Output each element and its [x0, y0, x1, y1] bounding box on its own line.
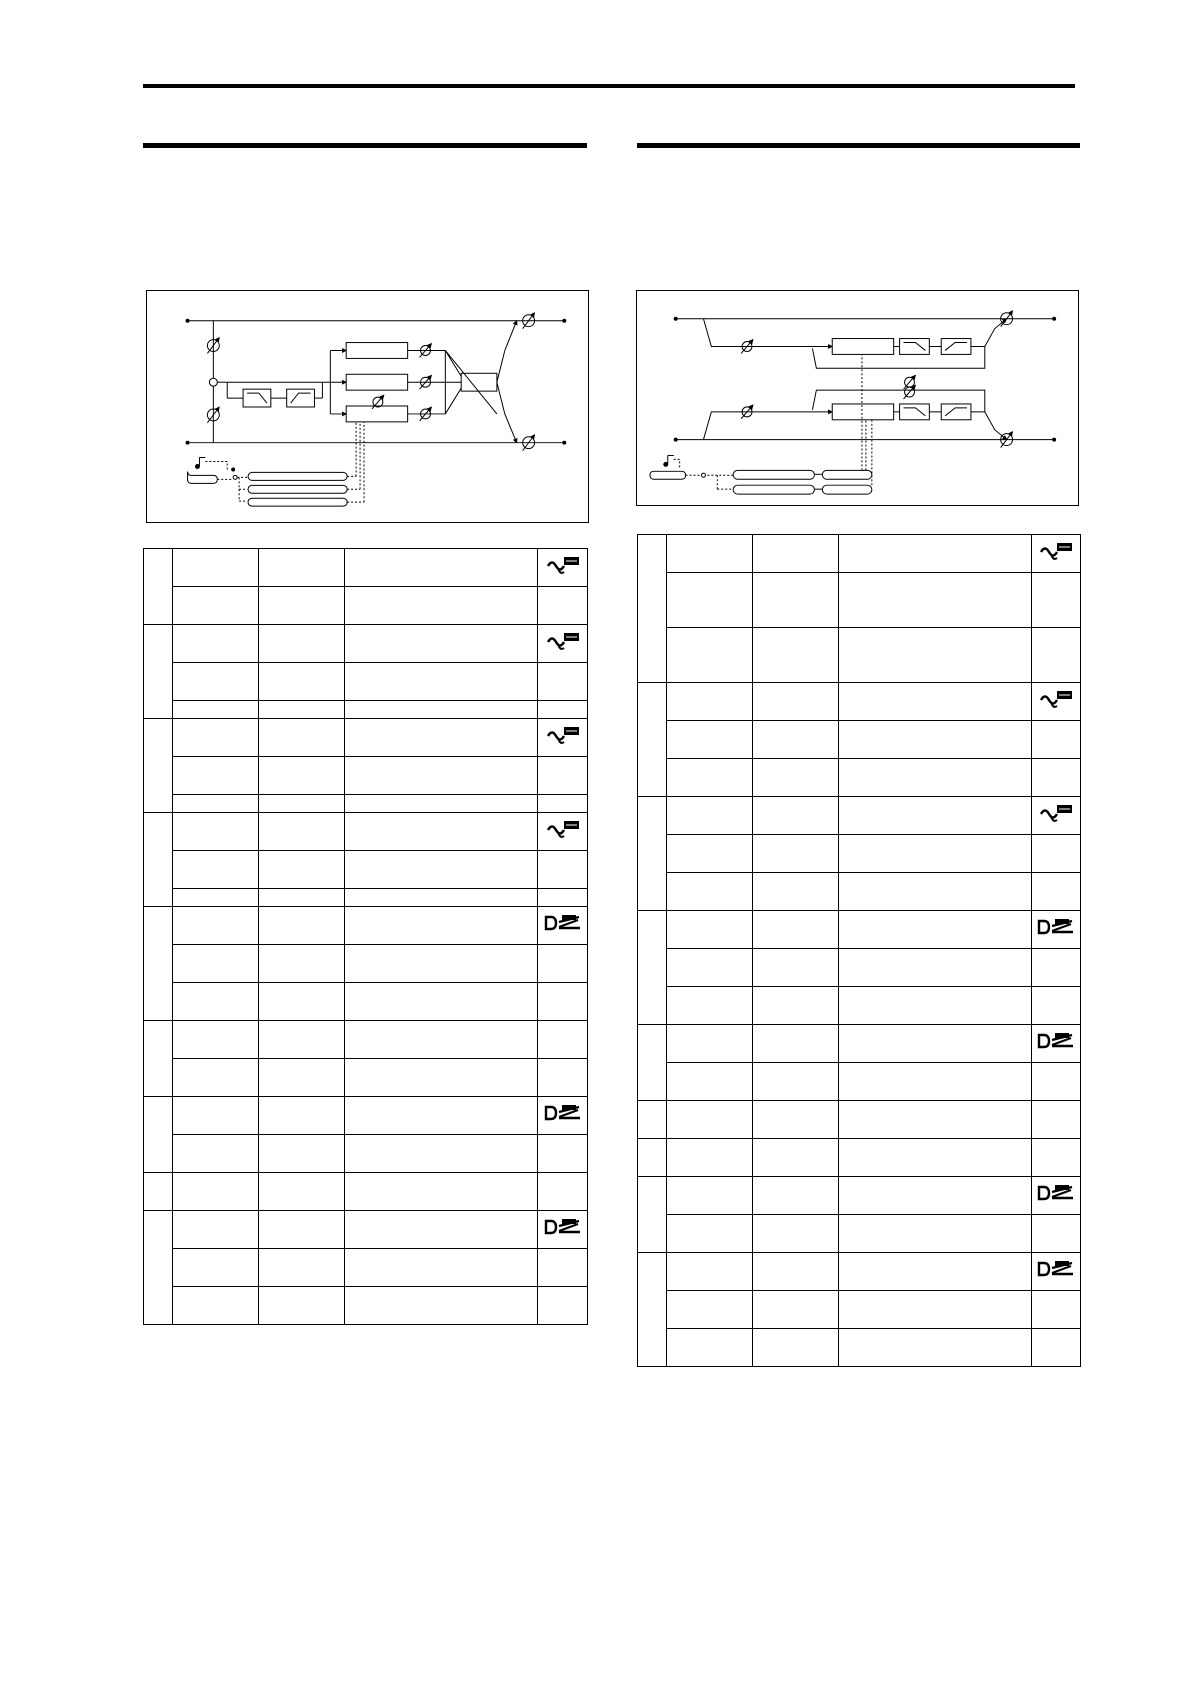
param-description-cell [839, 628, 1032, 683]
param-name-cell [667, 573, 753, 628]
param-range-cell [259, 983, 345, 1021]
delay-box-l [832, 339, 893, 355]
param-name-cell [667, 987, 753, 1025]
tempo-sync-icon [1039, 541, 1073, 563]
param-name-cell [667, 873, 753, 911]
param-description-cell [345, 795, 538, 813]
param-description-cell [345, 851, 538, 889]
table-row [144, 719, 588, 757]
param-icon-cell [1032, 1063, 1081, 1101]
param-icon-cell [538, 813, 588, 851]
dmod-icon [544, 1103, 582, 1123]
param-range-cell [259, 1287, 345, 1325]
param-name-cell [173, 701, 259, 719]
param-icon-cell [1032, 1291, 1081, 1329]
param-icon-cell [1032, 797, 1081, 835]
param-name-cell [173, 851, 259, 889]
param-icon-cell [538, 889, 588, 907]
param-description-cell [345, 757, 538, 795]
param-icon-cell [1032, 1329, 1081, 1367]
right-group-cell-9 [638, 1253, 667, 1367]
left-group-cell-7 [144, 1097, 173, 1173]
param-icon-cell [1032, 573, 1081, 628]
note-icon [199, 458, 205, 466]
param-name-cell [667, 1101, 753, 1139]
param-name-cell [667, 911, 753, 949]
param-description-cell [345, 625, 538, 663]
param-description-cell [345, 663, 538, 701]
left-group-cell-5 [144, 907, 173, 1021]
param-description-cell [345, 1135, 538, 1173]
param-range-cell [259, 813, 345, 851]
param-name-cell [667, 721, 753, 759]
param-icon-cell [538, 757, 588, 795]
table-row [144, 625, 588, 663]
table-row [638, 911, 1081, 949]
param-name-cell [667, 1063, 753, 1101]
param-icon-cell [538, 1211, 588, 1249]
delay-box-3 [346, 406, 407, 422]
dmod-icon [1037, 1183, 1075, 1203]
tempo-sync-icon [1039, 689, 1073, 711]
right-group-cell-4 [638, 911, 667, 1025]
param-name-cell [173, 1135, 259, 1173]
param-range-cell [259, 851, 345, 889]
tempo-sync-icon [546, 631, 580, 653]
param-icon-cell [538, 1249, 588, 1287]
table-row [144, 1097, 588, 1135]
table-row [638, 1291, 1081, 1329]
param-range-cell [259, 719, 345, 757]
param-icon-cell [538, 851, 588, 889]
table-row [144, 1287, 588, 1325]
param-range-cell [259, 945, 345, 983]
param-range-cell [259, 663, 345, 701]
param-name-cell [173, 1097, 259, 1135]
param-icon-cell [1032, 759, 1081, 797]
param-range-cell [259, 549, 345, 587]
param-description-cell [345, 587, 538, 625]
param-description-cell [839, 1291, 1032, 1329]
left-group-cell-1 [144, 549, 173, 625]
delay-box-1 [346, 343, 407, 359]
param-name-cell [173, 625, 259, 663]
param-icon-cell [538, 945, 588, 983]
param-icon-cell [538, 1287, 588, 1325]
param-description-cell [345, 1287, 538, 1325]
tempo-sync-icon [546, 555, 580, 577]
param-description-cell [839, 1063, 1032, 1101]
param-name-cell [173, 1021, 259, 1059]
param-name-cell [667, 797, 753, 835]
param-name-cell [173, 983, 259, 1021]
param-name-cell [667, 1291, 753, 1329]
table-row [638, 1215, 1081, 1253]
lfo-pill-1 [248, 472, 347, 480]
param-range-cell [259, 1249, 345, 1287]
param-range-cell [259, 757, 345, 795]
param-icon-cell [538, 907, 588, 945]
dmod-icon [1037, 917, 1075, 937]
table-row [638, 1253, 1081, 1291]
right-parameter-table [637, 534, 1081, 1367]
right-block-diagram [636, 290, 1079, 506]
param-name-cell [173, 1249, 259, 1287]
param-name-cell [173, 1287, 259, 1325]
param-description-cell [345, 945, 538, 983]
param-range-cell [753, 1025, 839, 1063]
table-row [144, 983, 588, 1021]
right-table-body [638, 535, 1081, 1367]
param-name-cell [667, 1177, 753, 1215]
param-range-cell [259, 625, 345, 663]
table-row [144, 907, 588, 945]
left-group-cell-6 [144, 1021, 173, 1097]
left-group-cell-3 [144, 719, 173, 813]
table-row [638, 835, 1081, 873]
param-name-cell [173, 945, 259, 983]
param-name-cell [667, 683, 753, 721]
param-range-cell [259, 1211, 345, 1249]
left-group-cell-8 [144, 1173, 173, 1211]
param-range-cell [753, 1291, 839, 1329]
tempo-sync-icon [546, 725, 580, 747]
param-description-cell [839, 1177, 1032, 1215]
param-description-cell [839, 949, 1032, 987]
param-description-cell [345, 1097, 538, 1135]
param-description-cell [839, 759, 1032, 797]
param-icon-cell [1032, 1101, 1081, 1139]
table-row [638, 1063, 1081, 1101]
param-name-cell [667, 1139, 753, 1177]
param-name-cell [173, 663, 259, 701]
right-group-cell-5 [638, 1025, 667, 1101]
param-description-cell [839, 535, 1032, 573]
table-row [144, 1059, 588, 1097]
table-row [144, 1211, 588, 1249]
param-range-cell [753, 797, 839, 835]
param-description-cell [839, 835, 1032, 873]
param-icon-cell [1032, 628, 1081, 683]
lpf-box-r [900, 404, 930, 420]
param-icon-cell [538, 663, 588, 701]
left-block-diagram [146, 290, 589, 523]
param-range-cell [259, 587, 345, 625]
right-group-cell-2 [638, 683, 667, 797]
lpf-box-l [900, 339, 930, 355]
param-description-cell [839, 1253, 1032, 1291]
param-icon-cell [538, 1135, 588, 1173]
param-icon-cell [1032, 1025, 1081, 1063]
table-row [144, 945, 588, 983]
param-range-cell [753, 911, 839, 949]
knob-in-top [207, 338, 219, 354]
param-name-cell [667, 628, 753, 683]
param-icon-cell [1032, 1177, 1081, 1215]
param-icon-cell [1032, 1215, 1081, 1253]
table-row [144, 701, 588, 719]
param-icon-cell [538, 549, 588, 587]
dmod-icon [1037, 1031, 1075, 1051]
table-row [638, 535, 1081, 573]
right-group-cell-6 [638, 1101, 667, 1139]
param-description-cell [839, 911, 1032, 949]
table-row [144, 549, 588, 587]
param-icon-cell [538, 1059, 588, 1097]
param-range-cell [259, 701, 345, 719]
left-group-cell-4 [144, 813, 173, 907]
table-row [144, 1135, 588, 1173]
param-range-cell [753, 987, 839, 1025]
depth-pill-2 [822, 485, 872, 494]
knob-feedback [372, 395, 384, 409]
table-row [638, 797, 1081, 835]
table-row [144, 757, 588, 795]
param-description-cell [345, 889, 538, 907]
param-range-cell [753, 759, 839, 797]
left-group-cell-2 [144, 625, 173, 719]
param-name-cell [173, 907, 259, 945]
left-group-cell-9 [144, 1211, 173, 1325]
delay-box-2 [346, 374, 407, 390]
param-range-cell [753, 683, 839, 721]
param-icon-cell [538, 719, 588, 757]
note-icon [668, 455, 674, 463]
param-icon-cell [1032, 1253, 1081, 1291]
param-icon-cell [1032, 949, 1081, 987]
right-section-rule [637, 143, 1080, 148]
table-row [638, 721, 1081, 759]
param-name-cell [667, 1025, 753, 1063]
table-row [638, 987, 1081, 1025]
left-section-rule [143, 143, 587, 148]
table-row [144, 1021, 588, 1059]
param-description-cell [345, 1021, 538, 1059]
param-range-cell [753, 1063, 839, 1101]
param-name-cell [173, 757, 259, 795]
right-group-cell-3 [638, 797, 667, 911]
knob-in-bottom [207, 407, 219, 423]
param-name-cell [667, 1215, 753, 1253]
dmod-icon [1037, 1259, 1075, 1279]
delay-box-r [832, 404, 893, 420]
table-row [144, 663, 588, 701]
param-description-cell [839, 1101, 1032, 1139]
param-icon-cell [1032, 683, 1081, 721]
param-range-cell [753, 573, 839, 628]
param-name-cell [667, 1253, 753, 1291]
table-row [638, 628, 1081, 683]
param-name-cell [173, 795, 259, 813]
param-range-cell [753, 628, 839, 683]
param-range-cell [259, 889, 345, 907]
param-description-cell [839, 1215, 1032, 1253]
param-icon-cell [1032, 987, 1081, 1025]
table-row [638, 1329, 1081, 1367]
param-name-cell [667, 1329, 753, 1367]
param-name-cell [173, 1211, 259, 1249]
right-group-cell-7 [638, 1139, 667, 1177]
param-name-cell [173, 719, 259, 757]
table-row [638, 873, 1081, 911]
param-name-cell [667, 759, 753, 797]
table-row [144, 1249, 588, 1287]
table-row [638, 683, 1081, 721]
param-range-cell [753, 835, 839, 873]
dmod-icon [544, 1217, 582, 1237]
param-range-cell [753, 1177, 839, 1215]
tempo-source-pill [188, 471, 218, 483]
param-description-cell [839, 721, 1032, 759]
mix-node [209, 378, 217, 386]
param-range-cell [259, 907, 345, 945]
depth-pill-1 [822, 470, 872, 479]
param-range-cell [753, 1101, 839, 1139]
tempo-source-pill [650, 471, 686, 479]
table-row [638, 1177, 1081, 1215]
param-icon-cell [538, 795, 588, 813]
param-range-cell [753, 1139, 839, 1177]
param-range-cell [259, 1097, 345, 1135]
param-name-cell [667, 835, 753, 873]
hpf-box [287, 389, 315, 407]
param-range-cell [753, 873, 839, 911]
param-icon-cell [1032, 721, 1081, 759]
param-description-cell [345, 701, 538, 719]
param-description-cell [345, 813, 538, 851]
param-description-cell [839, 873, 1032, 911]
param-description-cell [345, 1249, 538, 1287]
hpf-box-l [941, 339, 971, 355]
param-icon-cell [1032, 835, 1081, 873]
param-description-cell [345, 1059, 538, 1097]
param-icon-cell [1032, 1139, 1081, 1177]
lfo-pill-2 [248, 485, 347, 493]
param-range-cell [753, 535, 839, 573]
param-range-cell [259, 1059, 345, 1097]
left-diagram-svg [147, 291, 588, 522]
param-description-cell [345, 719, 538, 757]
left-table-body [144, 549, 588, 1325]
param-description-cell [345, 1211, 538, 1249]
table-row [144, 851, 588, 889]
table-row [638, 1101, 1081, 1139]
table-row [144, 587, 588, 625]
param-icon-cell [538, 1097, 588, 1135]
param-icon-cell [538, 701, 588, 719]
param-description-cell [839, 573, 1032, 628]
right-group-cell-8 [638, 1177, 667, 1253]
right-diagram-svg [637, 291, 1078, 505]
param-icon-cell [538, 587, 588, 625]
param-icon-cell [1032, 535, 1081, 573]
param-description-cell [839, 797, 1032, 835]
param-description-cell [839, 683, 1032, 721]
param-description-cell [839, 1025, 1032, 1063]
lfo-pill-2 [733, 485, 814, 494]
dmod-icon [544, 913, 582, 933]
param-description-cell [345, 1173, 538, 1211]
table-row [144, 889, 588, 907]
param-range-cell [753, 721, 839, 759]
param-description-cell [345, 983, 538, 1021]
table-row [144, 1173, 588, 1211]
param-name-cell [173, 889, 259, 907]
param-range-cell [259, 1173, 345, 1211]
param-range-cell [753, 949, 839, 987]
param-name-cell [173, 1059, 259, 1097]
tempo-sync-icon [546, 819, 580, 841]
table-row [144, 813, 588, 851]
param-icon-cell [538, 983, 588, 1021]
param-range-cell [753, 1253, 839, 1291]
param-icon-cell [538, 1173, 588, 1211]
lpf-box [243, 389, 271, 407]
param-description-cell [839, 1139, 1032, 1177]
param-icon-cell [1032, 873, 1081, 911]
param-range-cell [259, 1135, 345, 1173]
param-description-cell [839, 1329, 1032, 1367]
tempo-sync-icon [1039, 803, 1073, 825]
table-row [638, 949, 1081, 987]
param-name-cell [667, 535, 753, 573]
page-top-rule [143, 84, 1075, 88]
lfo-pill-1 [733, 470, 814, 479]
param-range-cell [259, 795, 345, 813]
right-group-cell-1 [638, 535, 667, 683]
table-row [638, 759, 1081, 797]
param-icon-cell [538, 1021, 588, 1059]
hpf-box-r [941, 404, 971, 420]
param-description-cell [345, 907, 538, 945]
param-description-cell [839, 987, 1032, 1025]
param-range-cell [753, 1215, 839, 1253]
param-name-cell [667, 949, 753, 987]
lfo-pill-3 [248, 498, 347, 506]
table-row [638, 1025, 1081, 1063]
param-name-cell [173, 813, 259, 851]
table-row [144, 795, 588, 813]
param-name-cell [173, 549, 259, 587]
left-parameter-table [143, 548, 588, 1325]
table-row [638, 1139, 1081, 1177]
param-icon-cell [1032, 911, 1081, 949]
param-icon-cell [538, 625, 588, 663]
param-name-cell [173, 1173, 259, 1211]
param-name-cell [173, 587, 259, 625]
param-range-cell [753, 1329, 839, 1367]
param-description-cell [345, 549, 538, 587]
param-range-cell [259, 1021, 345, 1059]
table-row [638, 573, 1081, 628]
